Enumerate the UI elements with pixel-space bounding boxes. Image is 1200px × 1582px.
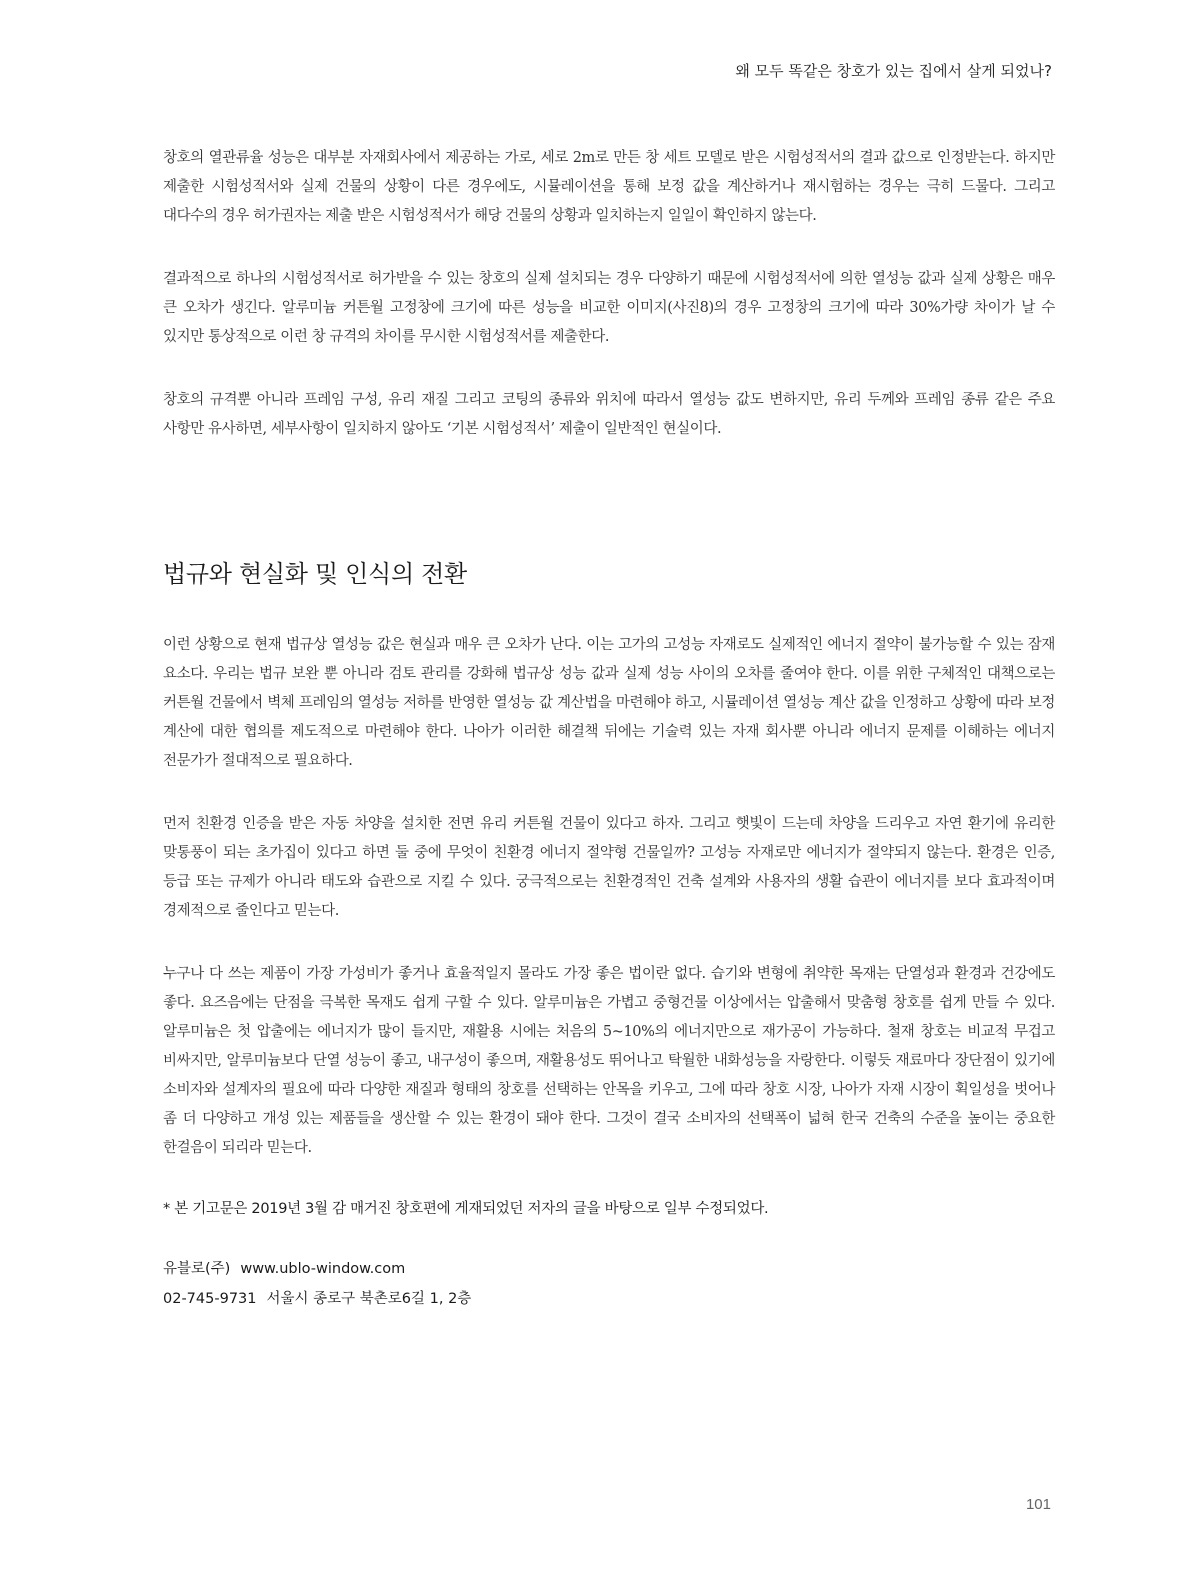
section-title: 법규와 현실화 및 인식의 전환 [163,560,467,588]
paragraph: 창호의 규격뿐 아니라 프레임 구성, 유리 재질 그리고 코팅의 종류와 위치에 따라서 열성능 값도 변하지만, 유리 두께와 프레임 종류 같은 주요 사항만 유사하면, 세부사항이 일치하지 않아도 ‘기본 시험성적서’ 제출이 일반적인 현실이다. [163,392,1055,437]
paragraph: 창호의 열관류율 성능은 대부분 자재회사에서 제공하는 가로, 세로 2m로 만든 창 세트 모델로 받은 시험성적서의 결과 값으로 인정받는다. 하지만 제출한 시험성적서와 실제 건물의 상황이 다른 경우에도, 시뮬레이션을 통해 보정 값을 계산하거나 재시험하는 경우는 극히 드물다. 그리고 대다수의 경우 허가권자는 제출 받은 시험성적서가 해당 건물의 상황과 일치하는지 일일이 확인하지 않는다. [163,150,1055,224]
phone-number: 02-745-9731 [163,1291,257,1307]
footnote: * 본 기고문은 2019년 3월 감 매거진 창호편에 게재되었던 저자의 글을 바탕으로 일부 수정되었다. [163,1201,769,1217]
contact-company-line [163,1254,1055,1284]
paragraph: 이런 상황으로 현재 법규상 열성능 값은 현실과 매우 큰 오차가 난다. 이는 고가의 고성능 자재로도 실제적인 에너지 절약이 불가능할 수 있는 잠재 요소다. 우리는 법규 보완 뿐 아니라 검토 관리를 강화해 법규상 성능 값과 실제 성능 사이의 오차를 줄여야 한다. 이를 위한 구체적인 대책으로는 커튼월 건물에서 벽체 프레임의 열성능 저하를 반영한 열성능 값 계산법을 마련해야 하고, 시뮬레이션 열성능 계산 값을 인정하고 상황에 따라 보정 계산에 대한 협의를 제도적으로 마련해야 한다. 나아가 이러한 해결책 뒤에는 기술력 있는 자재 회사뿐 아니라 에너지 문제를 이해하는 에너지 전문가가 절대적으로 필요하다. [163,637,1055,769]
paragraph: 먼저 친환경 인증을 받은 자동 차양을 설치한 전면 유리 커튼월 건물이 있다고 하자. 그리고 햇빛이 드는데 차양을 드리우고 자연 환기에 유리한 맞통풍이 되는 초가집이 있다고 하면 둘 중에 무엇이 친환경 에너지 절약형 건물일까? 고성능 자재로만 에너지가 절약되지 않는다. 환경은 인증, 등급 또는 규제가 아니라 태도와 습관으로 지킬 수 있다. 궁극적으로는 친환경적인 건축 설계와 사용자의 생활 습관이 에너지를 보다 효과적이며 경제적으로 줄인다고 믿는다. [163,816,1055,919]
section-spacer [163,478,1055,554]
company-website: www.ublo-window.com [240,1261,406,1277]
page-number: 101 [1025,1496,1051,1513]
running-header: 왜 모두 똑같은 창호가 있는 집에서 살게 되었나? [735,62,1052,80]
article-body [163,144,1055,1314]
paragraph: 누구나 다 쓰는 제품이 가장 가성비가 좋거나 효율적일지 몰라도 가장 좋은 법이란 없다. 습기와 변형에 취약한 목재는 단열성과 환경과 건강에도 좋다. 요즈음에는 단점을 극복한 목재도 쉽게 구할 수 있다. 알루미늄은 가볍고 중형건물 이상에서는 압출해서 맞춤형 창호를 쉽게 만들 수 있다. 알루미늄은 첫 압출에는 에너지가 많이 들지만, 재활용 시에는 처음의 5~10%의 에너지만으로 재가공이 가능하다. 철재 창호는 비교적 무겁고 비싸지만, 알루미늄보다 단열 성능이 좋고, 내구성이 좋으며, 재활용성도 뛰어나고 탁월한 내화성능을 자랑한다. 이렇듯 재료마다 장단점이 있기에 소비자와 설계자의 필요에 따라 다양한 재질과 형태의 창호를 선택하는 안목을 키우고, 그에 따라 창호 시장, 나아가 자재 시장이 획일성을 벗어나 좀 더 다양하고 개성 있는 제품들을 생산할 수 있는 환경이 돼야 한다. 그것이 결국 소비자의 선택폭이 넓혀 한국 건축의 수준을 높이는 중요한 한걸음이 되리라 믿는다. [163,966,1055,1156]
paragraph: 결과적으로 하나의 시험성적서로 허가받을 수 있는 창호의 실제 설치되는 경우 다양하기 때문에 시험성적서에 의한 열성능 값과 실제 상황은 매우 큰 오차가 생긴다. 알루미늄 커튼월 고정창에 크기에 따른 성능을 비교한 이미지(사진8)의 경우 고정창의 크기에 따라 30%가량 차이가 날 수 있지만 통상적으로 이런 창 규격의 차이를 무시한 시험성적서를 제출한다. [163,271,1055,345]
address: 서울시 종로구 북촌로6길 1, 2층 [266,1291,472,1307]
company-name: 유블로(주) [163,1261,231,1277]
contact-address-line [163,1284,1055,1314]
